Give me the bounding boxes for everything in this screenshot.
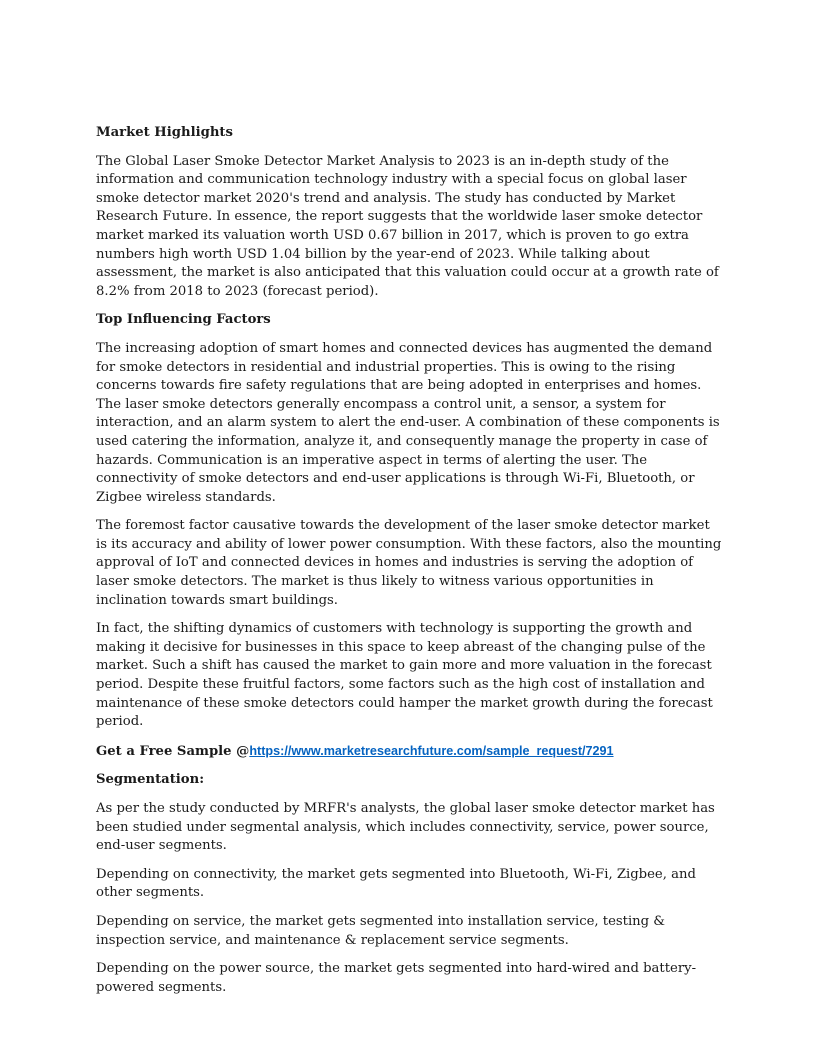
free-sample-label: Get a Free Sample @ (96, 743, 250, 759)
paragraph-segmentation-1: As per the study conducted by MRFR's analysts, the global laser smoke detector market has been studied under segmental analysis, which includes connectivity, service, power source, end-user segments. (96, 801, 715, 854)
paragraph-market-highlights: The Global Laser Smoke Detector Market Analysis to 2023 is an in-depth study of the information and communication technology industry with a special focus on global laser smoke detector market 2020's trend and analysis. The study has conducted by Market Research Future. In essence, the report suggests that the worldwide laser smoke detector market marked its valuation worth USD 0.67 billion in 2017, which is proven to go extra numbers high worth USD 1.04 billion by the year-end of 2023. While talking about assessment, the market is also anticipated that this valuation could occur at a growth rate of 8.2% from 2018 to 2023 (forecast period). (96, 153, 719, 299)
paragraph-factors-3: In fact, the shifting dynamics of customers with technology is supporting the growth and making it decisive for businesses in this space to keep abreast of the changing pulse of the market. Such a shift has caused the market to gain more and more valuation in the forecast period. Despite these fruitful factors, some factors such as the high cost of installation and maintenance of these smoke detectors could hamper the market growth during the forecast period. (96, 621, 713, 730)
paragraph-segmentation-2: Depending on connectivity, the market gets segmented into Bluetooth, Wi-Fi, Zigbee, and other segments. (96, 866, 696, 901)
paragraph-segmentation-4: Depending on the power source, the market gets segmented into hard-wired and battery-powered segments. (96, 961, 697, 995)
paragraph-factors-1: The increasing adoption of smart homes and connected devices has augmented the demand for smoke detectors in residential and industrial properties. This is owing to the rising concerns towards fire safety regulations that are being adopted in enterprises and homes. The laser smoke detectors generally encompass a control unit, a sensor, a system for interaction, and an alarm system to alert the end-user. A combination of these components is used catering the information, analyze it, and consequently manage the property in case of hazards. Communication is an imperative aspect in terms of alerting the user. The connectivity of smoke detectors and end-user applications is through Wi-Fi, Bluetooth, or Zigbee wireless standards. (96, 340, 720, 505)
section-heading-top-influencing-factors: Top Influencing Factors (96, 312, 271, 328)
document-page (96, 124, 724, 1007)
free-sample-line (96, 742, 724, 762)
paragraph-segmentation-3: Depending on service, the market gets segmented into installation service, testing & inspection service, and maintenance & replacement service segments. (96, 913, 666, 948)
section-heading-segmentation: Segmentation: (96, 772, 205, 788)
section-heading-market-highlights: Market Highlights (96, 125, 233, 140)
paragraph-factors-2: The foremost factor causative towards the development of the laser smoke detector market is its accuracy and ability of lower power consumption. With these factors, also the mounting approval of IoT and connected devices in homes and industries is serving the adoption of laser smoke detectors. The market is thus likely to witness various opportunities in inclination towards smart buildings. (96, 518, 722, 608)
sample-request-link[interactable]: https://www.marketresearchfuture.com/sample_request/7291 (249, 743, 614, 758)
